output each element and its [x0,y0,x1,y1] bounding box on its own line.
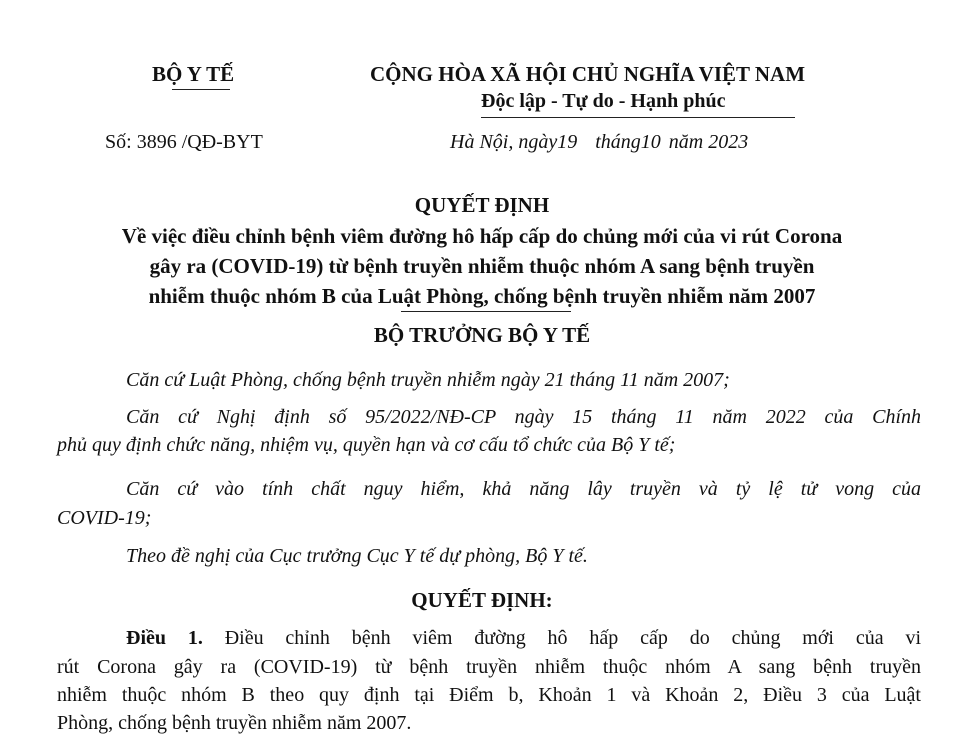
issue-date: Hà Nội, ngày19 tháng10 năm 2023 [450,131,749,153]
article-1-line-1: Điều 1. Điều chỉnh bệnh viêm đường hô hấp cấp do chủng mới của vi [126,627,922,649]
issuing-authority: BỘ TRƯỞNG BỘ Y TẾ [373,323,591,347]
ministry-name: BỘ Y TẾ [152,62,235,86]
article-1-label: Điều 1. [126,627,203,649]
basis-3-line-2: COVID-19; [57,507,152,529]
subject-underline [401,311,571,312]
document-number-value: 3896 [136,131,177,153]
document-number: Số: 3896 /QĐ-BYT [105,131,263,153]
basis-2-line-1: Căn cứ Nghị định số 95/2022/NĐ-CP ngày 15 tháng 11 năm 2022 của Chính [126,406,921,428]
subject-line-1: Về việc điều chỉnh bệnh viêm đường hô hấp cấp do chủng mới của vi rút Corona [121,224,843,248]
basis-3-line-1: Căn cứ vào tính chất nguy hiểm, khả năng lây truyền và tỷ lệ tử vong của [126,478,921,500]
national-motto: Độc lập - Tự do - Hạnh phúc [481,90,726,112]
country-name: CỘNG HÒA XÃ HỘI CHỦ NGHĨA VIỆT NAM [370,62,806,86]
basis-2-line-2: phủ quy định chức năng, nhiệm vụ, quyền hạn và cơ cấu tổ chức của Bộ Y tế; [57,434,676,456]
decision-heading: QUYẾT ĐỊNH: [411,588,553,612]
article-1-line-3: nhiễm thuộc nhóm B theo quy định tại Điểm b, Khoản 1 và Khoản 2, Điều 3 của Luật [57,684,921,706]
basis-1: Căn cứ Luật Phòng, chống bệnh truyền nhiễm ngày 21 tháng 11 năm 2007; [126,369,730,391]
subject-line-3: nhiễm thuộc nhóm B của Luật Phòng, chống bệnh truyền nhiễm năm 2007 [148,284,816,308]
article-1-line-4: Phòng, chống bệnh truyền nhiễm năm 2007. [57,712,412,734]
basis-4: Theo đề nghị của Cục trưởng Cục Y tế dự phòng, Bộ Y tế. [126,545,588,567]
motto-underline [481,117,795,118]
document-type-title: QUYẾT ĐỊNH [414,193,550,217]
article-1-line-2: rút Corona gây ra (COVID-19) từ bệnh truyền nhiễm thuộc nhóm A sang bệnh truyền [57,656,921,678]
ministry-underline [172,89,230,90]
subject-line-2: gây ra (COVID-19) từ bệnh truyền nhiễm thuộc nhóm A sang bệnh truyền [149,254,815,278]
